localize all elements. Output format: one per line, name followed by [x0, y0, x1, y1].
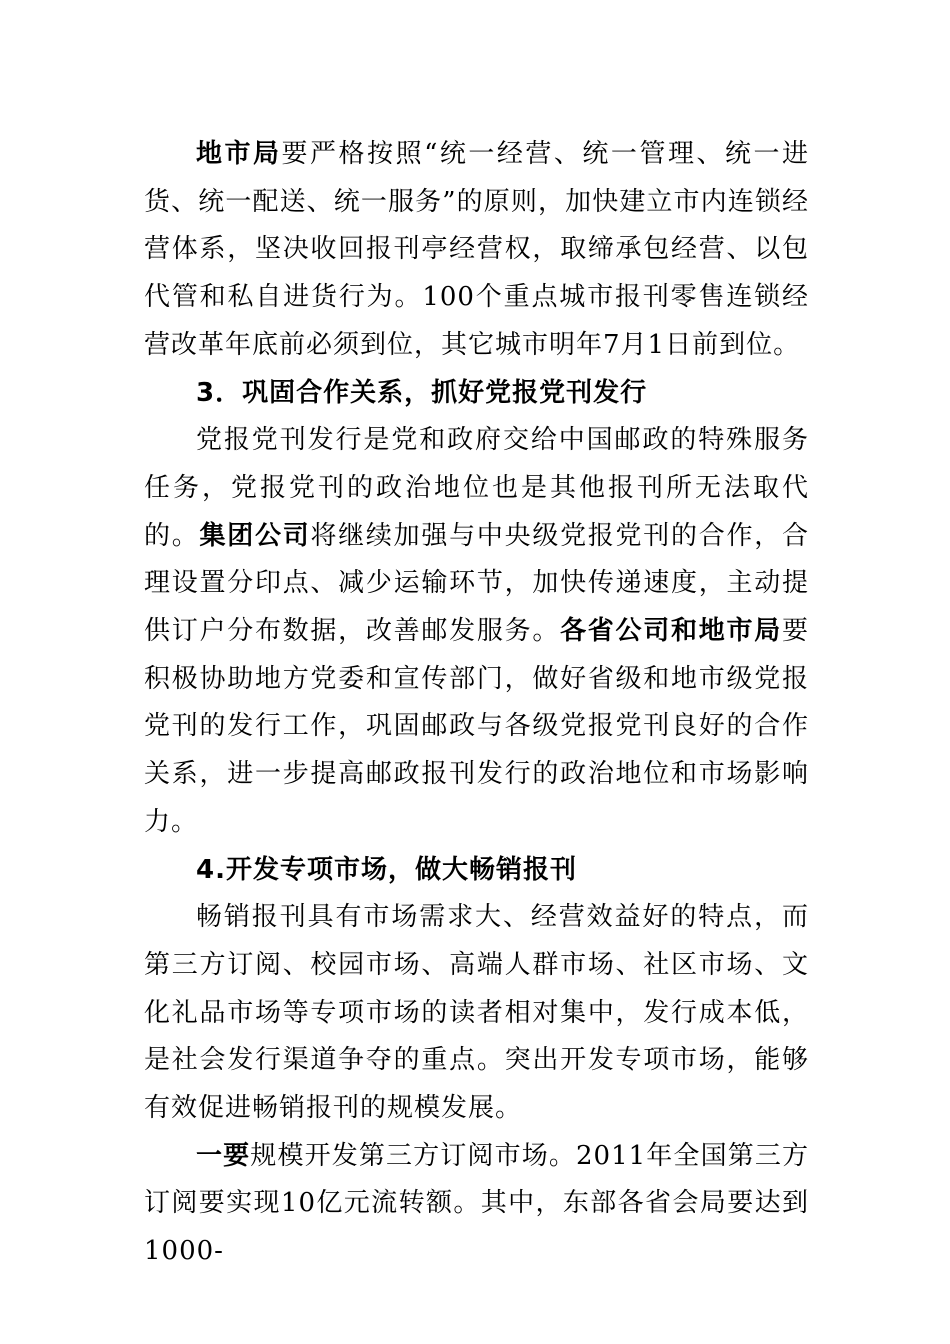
text-run: 畅销报刊具有市场需求大、经营效益好的特点，而第三方订阅、校园市场、高端人群市场、社区市场、文化礼品市场等专项市场的读者相对集中，发行成本低，是社会发行渠道争夺的重点。突出开发专项市场，能够有效促进畅销报刊的规模发展。: [144, 902, 809, 1124]
paragraph-party-press: [144, 417, 809, 846]
bold-phrase: 各省公司和地市局: [560, 616, 782, 647]
paragraph-special-markets: [144, 894, 809, 1133]
document-body: [144, 131, 809, 1276]
text-run: 党报党刊发行是党和政府交给中国邮政的特殊服务任务，党报党刊的政治地位也是其他报刊所无法取代的。: [144, 425, 809, 551]
section-heading-4: [144, 847, 809, 895]
paragraph-third-party: [144, 1133, 809, 1276]
text-run: 要严格按照“统一经营、统一管理、统一进货、统一配送、统一服务”的原则，加快建立市内连锁经营体系，坚决收回报刊亭经营权，取缔承包经营、以包代管和私自进货行为。100个重点城市报刊零售连锁经营改革年底前必须到位，其它城市明年7月1日前到位。: [144, 139, 809, 360]
paragraph-local-bureau: [144, 131, 809, 370]
section-heading-3: [144, 370, 809, 418]
heading-text: 3．巩固合作关系，抓好党报党刊发行: [196, 377, 648, 408]
text-run: 要积极协助地方党委和宣传部门，做好省级和地市级党报党刊的发行工作，巩固邮政与各级党报党刊良好的合作关系，进一步提高邮政报刊发行的政治地位和市场影响力。: [144, 616, 809, 837]
text-run: 规模开发第三方订阅市场。2011年全国第三方订阅要实现10亿元流转额。其中，东部各省会局要达到1000-: [144, 1140, 809, 1267]
bold-phrase: 地市局: [196, 139, 282, 169]
text-run: 将继续加强与中央级党报党刊的合作，合理设置分印点、减少运输环节，加快传递速度，主动提供订户分布数据，改善邮发服务。: [144, 520, 809, 647]
heading-text: 4.开发专项市场，做大畅销报刊: [196, 854, 577, 885]
bold-phrase: 集团公司: [199, 520, 311, 551]
bold-phrase: 一要: [196, 1140, 251, 1171]
